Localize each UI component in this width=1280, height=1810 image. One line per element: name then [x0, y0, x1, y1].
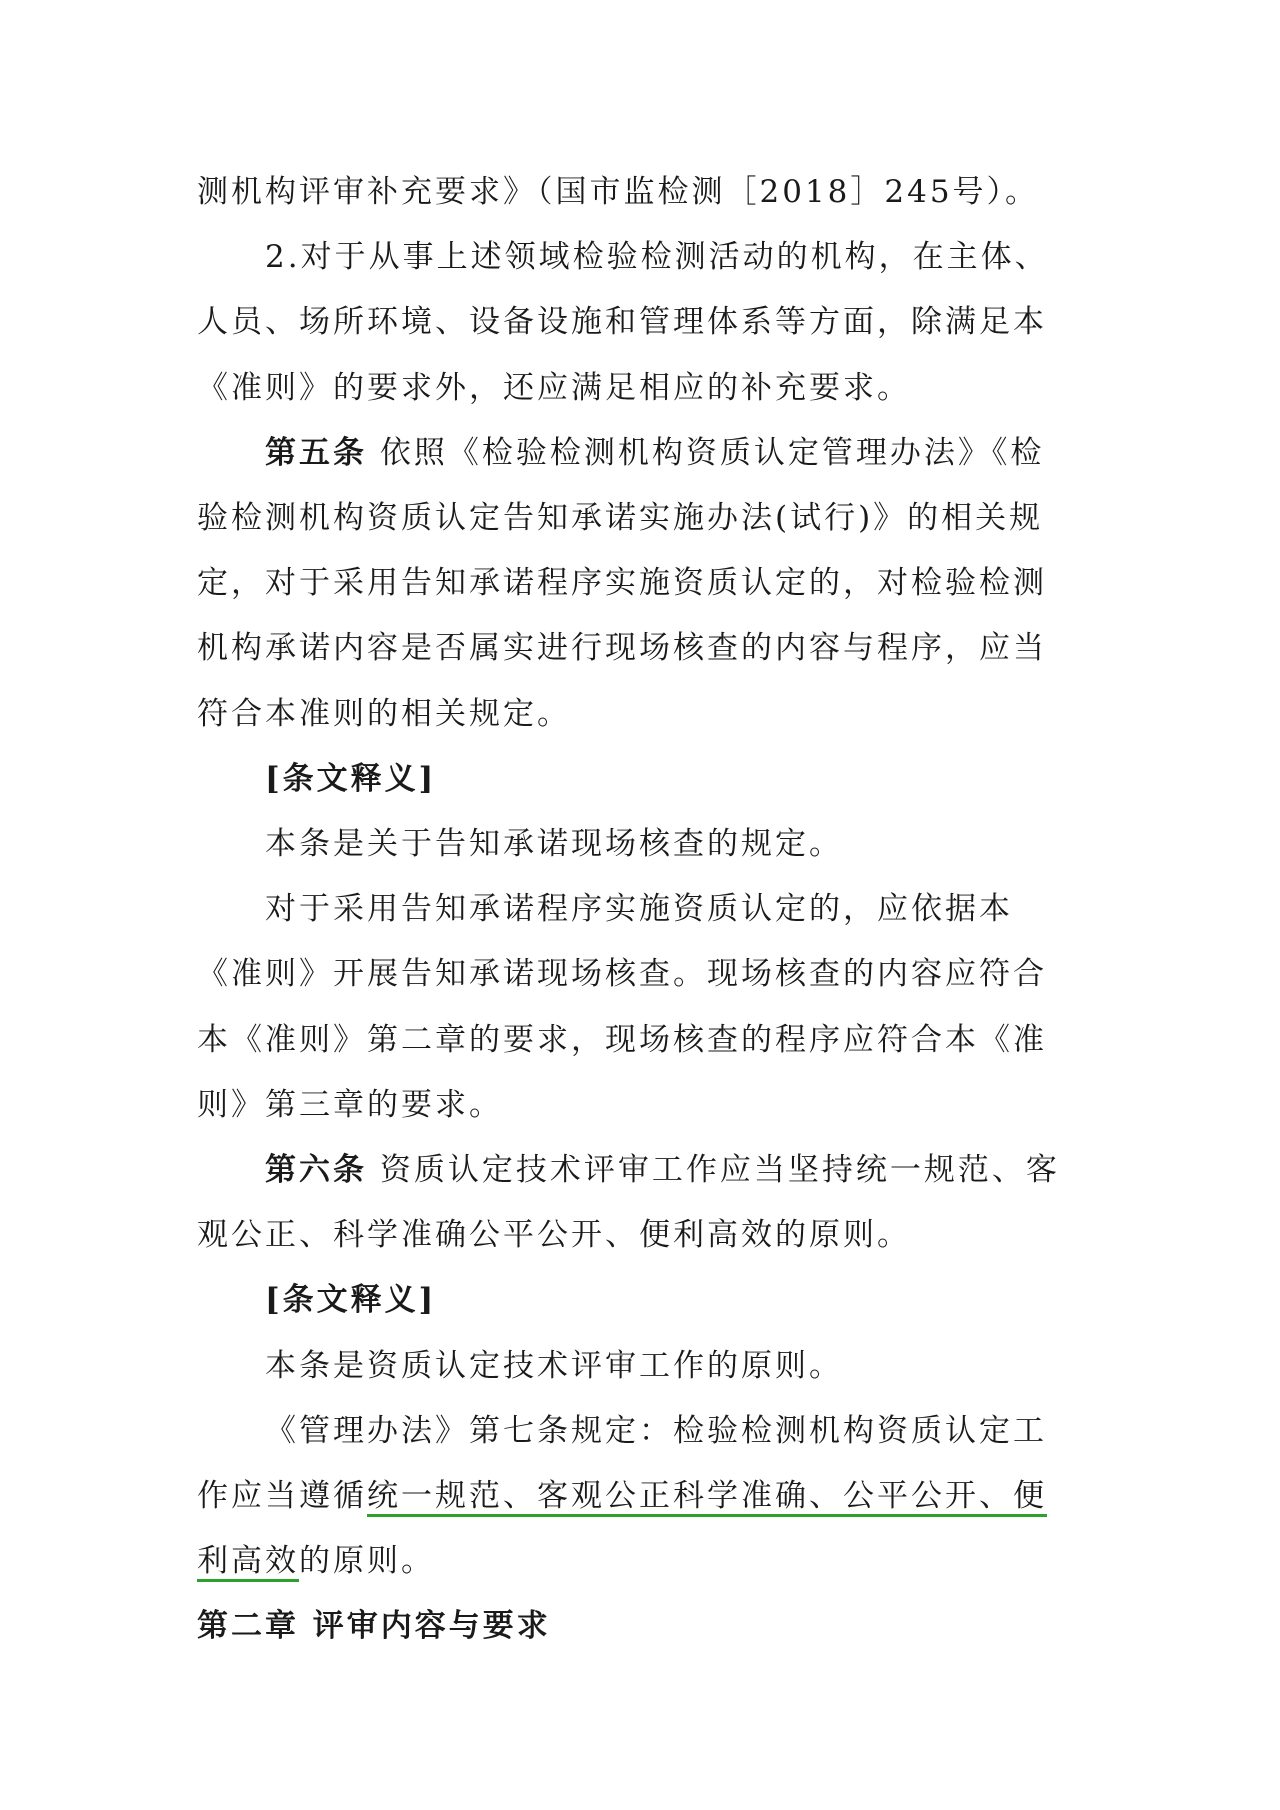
interpretation-2-para-1: 本条是资质认定技术评审工作的原则。 [265, 1347, 843, 1384]
interpretation-2-text-before: 《管理办法》第七条规定：检验检测机构资质认定工作应当遵循 [197, 1412, 1047, 1515]
paragraph-continuation: 测机构评审补充要求》（国市监检测［2018］245号）。 [197, 174, 1040, 210]
interpretation-1-para-2: 对于采用告知承诺程序实施资质认定的，应依据本《准则》开展告知承诺现场核查。现场核查的内容应符合本《准则》第二章的要求，现场核查的程序应符合本《准则》第三章的要求。 [197, 891, 1047, 1123]
interpretation-1-para-1: 本条是关于告知承诺现场核查的规定。 [265, 826, 843, 863]
article-5-text: 依照《检验检测机构资质认定管理办法》《检验检测机构资质认定告知承诺实施办法(试行)》的相关规定，对于采用告知承诺程序实施资质认定的，对检验检测机构承诺内容是否属实进行现场核查的内容与程序，应当符合本准则的相关规定。 [197, 434, 1047, 732]
document-body [197, 160, 1077, 1660]
article-6 [197, 1138, 1077, 1268]
interpretation-2-para-2 [197, 1399, 1077, 1595]
interpretation-2-text-after: 的原则。 [299, 1543, 435, 1580]
chapter-title: 第二章 评审内容与要求 [197, 1608, 551, 1645]
paragraph-item-2: 2.对于从事上述领域检验检测活动的机构，在主体、人员、场所环境、设备设施和管理体系等方面，除满足本《准则》的要求外，还应满足相应的补充要求。 [197, 239, 1049, 406]
interpretation-heading-2: [条文释义] [265, 1282, 437, 1319]
interpretation-heading-1: [条文释义] [265, 760, 437, 797]
highlighted-principles: 统一规范、客观公正科学准确、公平公开、便利高效 [197, 1478, 1047, 1582]
article-6-text: 资质认定技术评审工作应当坚持统一规范、客观公正、科学准确公平公开、便利高效的原则。 [197, 1152, 1060, 1254]
article-6-lead: 第六条 [265, 1152, 367, 1189]
article-5 [197, 421, 1077, 747]
article-5-lead: 第五条 [265, 434, 367, 471]
